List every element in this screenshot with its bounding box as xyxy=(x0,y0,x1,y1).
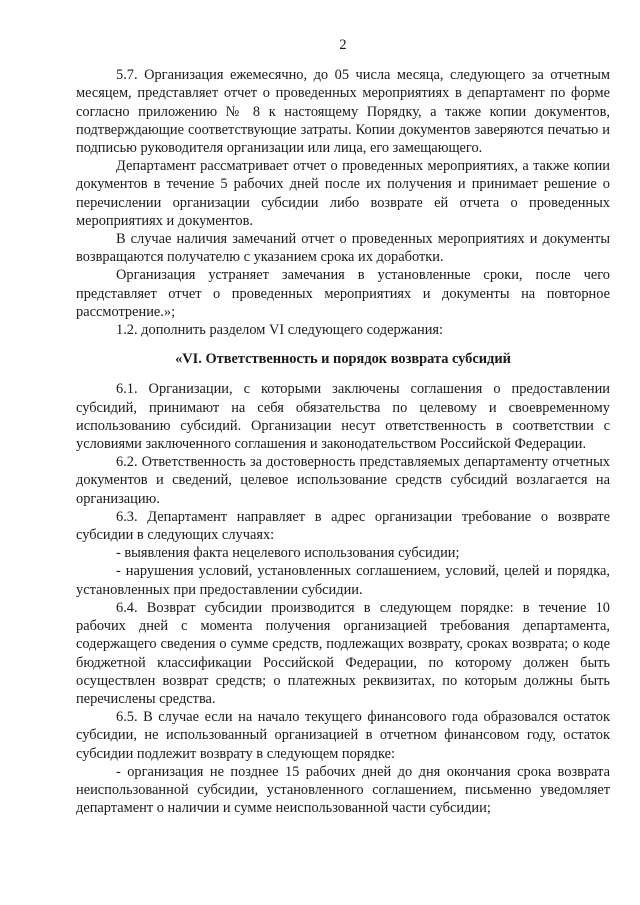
paragraph-5-7: 5.7. Организация ежемесячно, до 05 числа месяца, следующего за отчетным месяцем, представляет отчет о проведенных мероприятиях в департамент по форме согласно приложению № 8 к настоящему Порядку, а также копии документов, подтверждающие соответствующие затраты. Копии документов заверяются печатью и подписью руководителя организации или лица, его замещающего. xyxy=(76,67,610,157)
list-item-misuse: - выявления факта нецелевого использования субсидии; xyxy=(116,545,460,562)
paragraph-6-1: 6.1. Организации, с которыми заключены соглашения о предоставлении субсидий, принимают на себя обязательства по целевому и своевременному использованию субсидий. Организации несут ответственность в соответствии с условиями заключенного соглашения и законодательством Российской Федерации. xyxy=(76,381,610,453)
list-item-violation: - нарушения условий, установленных соглашением, условий, целей и порядка, установленных при предоставлении субсидии. xyxy=(76,563,610,598)
paragraph-6-5: 6.5. В случае если на начало текущего финансового года образовался остаток субсидии, не использованный организацией в отчетном финансовом году, остаток субсидии подлежит возврату в следующем порядке: xyxy=(76,709,610,762)
list-item-notification: - организация не позднее 15 рабочих дней до дня окончания срока возврата неиспользованной субсидии, установленного соглашением, письменно уведомляет департамент о наличии и сумме неиспользованной части субсидии; xyxy=(76,763,610,817)
section-heading: «VI. Ответственность и порядок возврата субсидий xyxy=(175,351,511,368)
paragraph-resubmission: Организация устраняет замечания в установленные сроки, после чего представляет отчет о проведенных мероприятиях и документы на повторное рассмотрение.»; xyxy=(76,267,610,320)
page-number: 2 xyxy=(339,37,347,53)
paragraph-6-3: 6.3. Департамент направляет в адрес организации требование о возврате субсидии в следующих случаях: xyxy=(76,508,610,544)
paragraph-6-4: 6.4. Возврат субсидии производится в следующем порядке: в течение 10 рабочих дней с момента получения организацией требования департамента, содержащего сведения о сумме средств, подлежащих возврату, сроках возврата; о коде бюджетной классификации Российской Федерации, по которому должен быть осуществлен возврат средств; о платежных реквизитах, по которым должны быть перечислены средства. xyxy=(76,599,610,707)
paragraph-6-2: 6.2. Ответственность за достоверность представляемых департаменту отчетных документов и сведений, целевое использование средств субсидий возлагается на организацию. xyxy=(76,454,610,507)
paragraph-1-2: 1.2. дополнить разделом VI следующего содержания: xyxy=(116,322,444,339)
paragraph-remarks: В случае наличия замечаний отчет о проведенных мероприятиях и документы возвращаются получателю с указанием срока их доработки. xyxy=(76,231,610,266)
paragraph-department-review: Департамент рассматривает отчет о проведенных мероприятиях, а также копии документов в течение 5 рабочих дней после их получения и принимает решение о перечислении организации субсидии либо возврате ей отчета о проведенных мероприятиях и документов. xyxy=(76,158,610,229)
